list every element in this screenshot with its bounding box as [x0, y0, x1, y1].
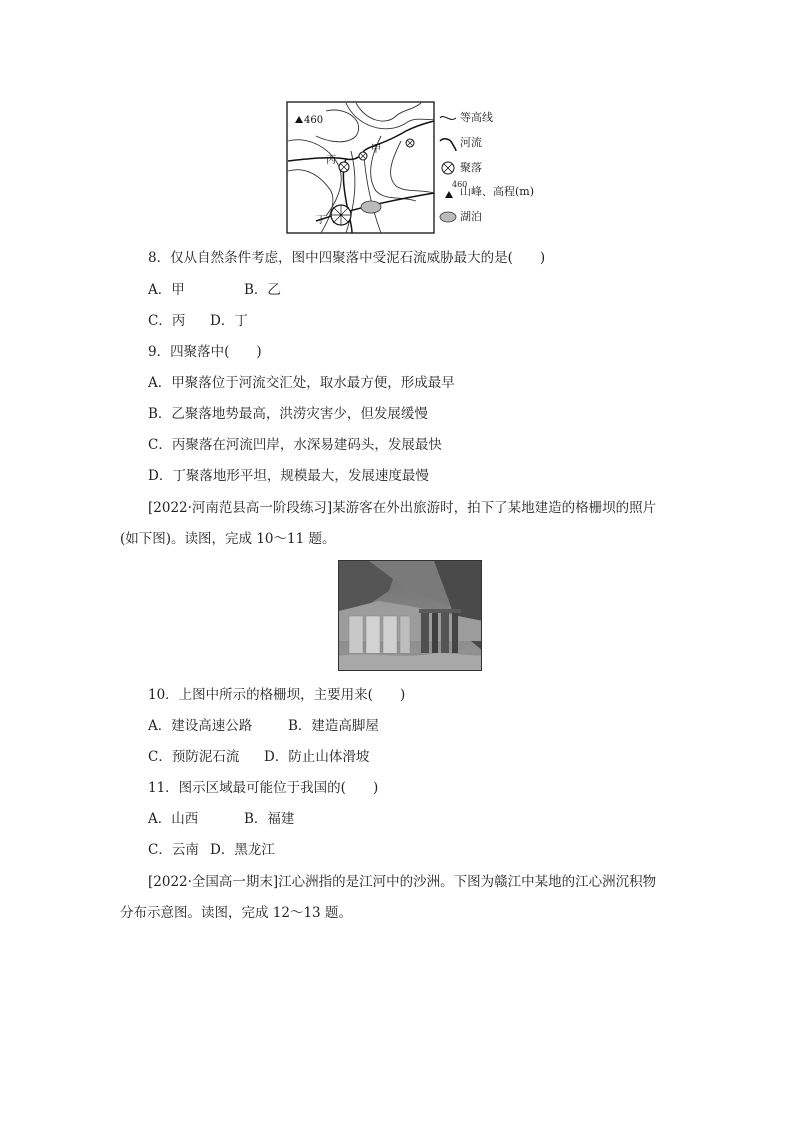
legend-label: 等高线 [460, 111, 493, 124]
q11-options-row2 [148, 841, 275, 859]
legend-settlement [438, 160, 558, 176]
legend-river [438, 135, 558, 151]
river-icon [438, 135, 458, 151]
q11-options-row1 [148, 810, 294, 828]
contour-map-figure [286, 101, 436, 235]
q9-option-d: D．丁聚落地形平坦，规模最大，发展速度最慢 [148, 468, 429, 484]
q9-option-c: C．丙聚落在河流凹岸，水深易建码头，发展最快 [148, 437, 442, 453]
q10-option-c: C．预防泥石流 [148, 749, 240, 765]
grid-dam-photo [338, 560, 482, 671]
q10-stem: 10．上图中所示的格栅坝，主要用来( ) [148, 687, 406, 703]
q10-options-row1 [148, 717, 379, 735]
village-jia-label: 甲 [371, 144, 381, 155]
q9-option-a: A．甲聚落位于河流交汇处，取水最方便，形成最早 [148, 375, 455, 391]
q11-option-c: C．云南 [148, 842, 199, 858]
legend-contour [438, 110, 558, 126]
legend-label: 山峰、高程(m) [460, 185, 535, 198]
q10-options-row2 [148, 748, 369, 766]
village-ding-label: 丁 [316, 215, 326, 226]
lake-icon [438, 209, 458, 225]
intro1-line1: [2022·河南范县高一阶段练习]某游客在外出旅游时，拍下了某地建造的格栅坝的照片 [148, 500, 657, 516]
settlement-yi-icon [406, 139, 414, 147]
settlement-jia-icon [359, 152, 367, 160]
q11-option-d: D．黑龙江 [210, 842, 275, 858]
q8-option-d: D．丁 [210, 313, 248, 329]
q8-option-c: C．丙 [148, 313, 186, 329]
q10-option-b: B．建造高脚屋 [288, 718, 379, 734]
legend-peak [438, 180, 558, 200]
settlement-icon [438, 160, 458, 176]
contour-line-icon [438, 110, 458, 126]
q9-stem: 9．四聚落中( ) [148, 344, 262, 360]
legend-lake [438, 209, 558, 225]
q8-stem: 8．仅从自然条件考虑，图中四聚落中受泥石流威胁最大的是( ) [148, 250, 546, 266]
q11-option-b: B．福建 [244, 811, 295, 827]
q8-options-row2 [148, 312, 248, 330]
q10-option-d: D．防止山体滑坡 [264, 749, 370, 765]
q11-stem: 11．图示区域最可能位于我国的( ) [148, 780, 379, 796]
q8-options-row1 [148, 281, 281, 299]
q10-option-a: A．建设高速公路 [148, 718, 253, 734]
legend-peak-sup: 460 [452, 180, 468, 189]
intro2-line1: [2022·全国高一期末]江心洲指的是江河中的沙洲。下图为赣江中某地的江心洲沉积物 [148, 874, 657, 890]
settlement-bing-icon [339, 162, 349, 172]
q8-option-b: B．乙 [244, 282, 281, 298]
map-legend [438, 108, 558, 230]
legend-label: 河流 [460, 136, 482, 149]
peak-label: 460 [304, 115, 324, 126]
village-bing-label: 丙 [326, 155, 336, 166]
intro2-line2: 分布示意图。读图，完成 12～13 题。 [120, 905, 352, 921]
legend-label: 湖泊 [460, 210, 482, 223]
settlement-ding-icon [331, 205, 351, 225]
q9-option-b: B．乙聚落地势最高，洪涝灾害少，但发展缓慢 [148, 406, 428, 422]
intro1-line2: (如下图)。读图，完成 10～11 题。 [120, 531, 336, 547]
q8-option-a: A．甲 [148, 282, 185, 298]
q11-option-a: A．山西 [148, 811, 199, 827]
legend-label: 聚落 [460, 161, 482, 174]
